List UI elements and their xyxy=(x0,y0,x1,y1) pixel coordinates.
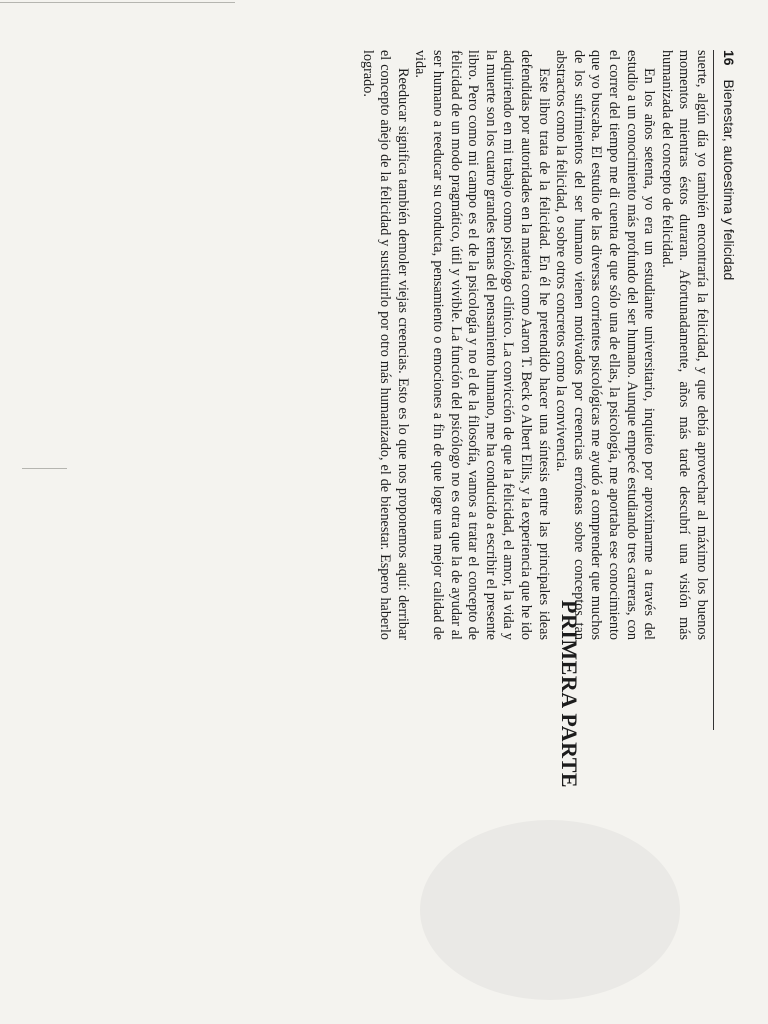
body-text xyxy=(358,50,710,640)
running-header xyxy=(713,50,740,730)
rotated-content xyxy=(60,50,740,980)
running-title: Bienestar, autoestima y felicidad xyxy=(721,79,737,281)
paragraph: Reeducar significa también demoler viejas creencias. Esto es lo que nos proponemos aquí: derribar el concepto añejo de la felicidad y sustituirlo por otro más humanizado, el de bienestar. Espero haberlo logrado. xyxy=(359,50,411,640)
paragraph: suerte, algún día yo también encontraría la felicidad, y que debía aprovechar al máximo los buenos momentos mientras éstos duraran. Afortunadamente, años más tarde descubrí una visión más humanizada del concepto de felicidad. xyxy=(658,50,710,640)
top-edge-mark xyxy=(0,2,235,3)
page-number: 16 xyxy=(721,50,737,66)
paragraph: Este libro trata de la felicidad. En él he pretendido hacer una síntesis entre las principales ideas defendidas por autoridades en la materia como Aaron T. Beck o Albert Ellis, y la experiencia que he ido adquiriendo en mi trabajo como psicólogo clínico. La convicción de que la felicidad, el amor, la vida y la muerte son los cuatro grandes temas del pensamiento humano, me ha conducido a escribir el presente libro. Pero como mi campo es el de la psicología y no el de la filosofía, vamos a tratar el concepto de felicidad de un modo pragmático, útil y vivible. La función del psicólogo no es otra que la de ayudar al ser humano a reeducar su conducta, pensamiento o emociones a fin de que logre una mejor calidad de vida. xyxy=(412,50,552,640)
part-title: PRIMERA PARTE xyxy=(557,600,582,789)
paragraph: En los años setenta, yo era un estudiante universitario, inquieto por aproximarme a través del estudio a un conocimiento más profundo del ser humano. Aunque empecé estudiando tres carreras, con el correr del tiempo me di cuenta de que sólo una de ellas, la psicología, me aportaba ese conocimiento que yo buscaba. El estudio de las diversas corrientes psicológicas me ayudó a comprender que muchos de los sufrimientos del ser humano vienen motivados por creencias erróneas sobre conceptos tan abstractos como la felicidad, o sobre otros concretos como la convivencia. xyxy=(553,50,658,640)
